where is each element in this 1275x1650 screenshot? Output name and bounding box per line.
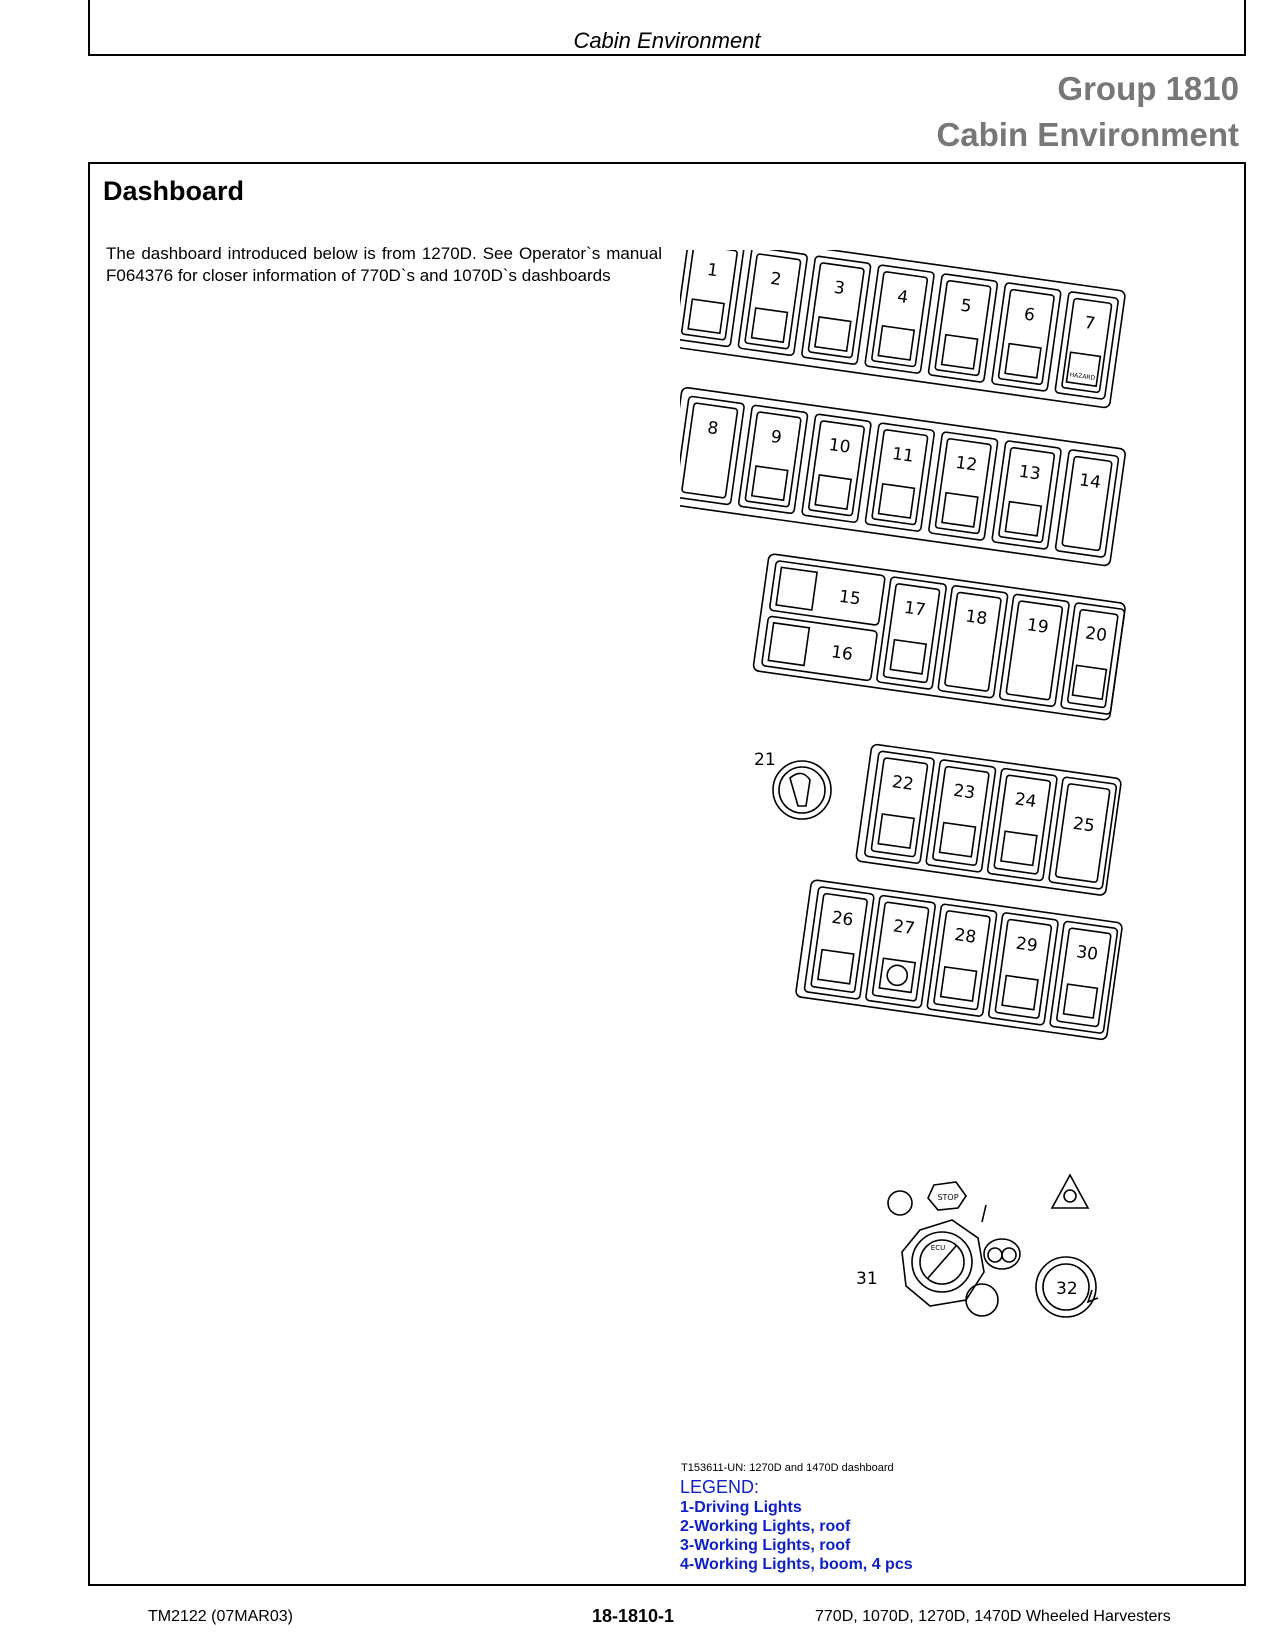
- switch-26: [804, 887, 874, 1000]
- knob-21: [754, 750, 831, 819]
- svg-text:STOP: STOP: [937, 1193, 959, 1202]
- footer-page-number: 18-1810-1: [592, 1606, 675, 1626]
- switch-14: [1055, 449, 1119, 557]
- svg-text:3: 3: [832, 277, 847, 300]
- switch-20: [1061, 603, 1125, 715]
- svg-text:24: 24: [1013, 789, 1038, 813]
- svg-text:31: 31: [856, 1269, 878, 1289]
- switch-17: [876, 577, 946, 690]
- switch-7: [1055, 291, 1119, 399]
- svg-text:7: 7: [1083, 313, 1097, 335]
- switch-30: [1050, 921, 1118, 1033]
- switch-label: 1: [705, 259, 720, 282]
- svg-text:10: 10: [827, 435, 852, 458]
- legend-item: 3-Working Lights, roof: [680, 1537, 851, 1554]
- switch-27: [865, 895, 935, 1008]
- switch-10: [802, 414, 872, 523]
- switch-12: [928, 432, 998, 541]
- switch-4: [865, 265, 935, 374]
- svg-text:9: 9: [769, 426, 783, 449]
- dashboard-figure: [680, 250, 1170, 1350]
- switch-25: [1049, 777, 1117, 889]
- svg-text:19: 19: [1025, 615, 1050, 638]
- intro-paragraph: The dashboard introduced below is from 1270D. See Operator`s manual F064376 for closer information of 770D`s and 1070D`s dashboards: [106, 244, 662, 285]
- svg-text:2: 2: [769, 268, 783, 291]
- svg-text:28: 28: [953, 925, 978, 948]
- group-title: Cabin Environment: [936, 116, 1239, 153]
- switch-15: [769, 561, 885, 626]
- svg-text:4: 4: [895, 286, 910, 309]
- footer-models: 770D, 1070D, 1270D, 1470D Wheeled Harvesters: [815, 1608, 1171, 1625]
- svg-text:6: 6: [1022, 304, 1037, 326]
- svg-text:13: 13: [1017, 461, 1042, 485]
- svg-text:32: 32: [1056, 1279, 1078, 1299]
- switch-19: [999, 594, 1069, 707]
- legend: [680, 1478, 913, 1574]
- svg-text:29: 29: [1014, 933, 1039, 957]
- svg-text:20: 20: [1083, 623, 1109, 647]
- svg-text:14: 14: [1077, 470, 1103, 494]
- switch-6: [992, 283, 1062, 392]
- section-title: Dashboard: [103, 176, 245, 206]
- group-number: Group 1810: [1057, 70, 1239, 107]
- knob-32: [1036, 1175, 1098, 1317]
- switch-24: [987, 768, 1057, 881]
- switch-23: [926, 760, 996, 873]
- switch-3: [801, 256, 871, 365]
- svg-text:16: 16: [829, 642, 855, 666]
- legend-item: 2-Working Lights, roof: [680, 1518, 851, 1535]
- svg-text:17: 17: [902, 597, 927, 621]
- svg-text:25: 25: [1071, 813, 1096, 837]
- svg-text:22: 22: [890, 772, 915, 795]
- svg-text:15: 15: [837, 586, 862, 610]
- switch-28: [927, 904, 997, 1017]
- switch-11: [865, 423, 935, 532]
- footer-doc-id: TM2122 (07MAR03): [148, 1608, 293, 1625]
- svg-text:26: 26: [830, 907, 855, 931]
- legend-item: 4-Working Lights, boom, 4 pcs: [680, 1556, 913, 1573]
- svg-text:8: 8: [706, 418, 720, 440]
- ignition-switch-31: [856, 1182, 1020, 1316]
- switch-13: [992, 441, 1062, 550]
- svg-text:23: 23: [952, 780, 977, 804]
- svg-text:5: 5: [959, 295, 973, 317]
- figure-caption: T153611-UN: 1270D and 1470D dashboard: [681, 1462, 894, 1474]
- dashboard-illustration: [680, 250, 1170, 1350]
- svg-text:27: 27: [891, 916, 917, 940]
- switch-16: [762, 616, 878, 681]
- legend-heading: LEGEND:: [680, 1477, 760, 1497]
- switch-5: [928, 274, 998, 383]
- legend-item: 1-Driving Lights: [680, 1499, 802, 1516]
- hazard-mark: HAZARD: [1069, 371, 1096, 382]
- svg-text:21: 21: [754, 750, 776, 770]
- running-head: Cabin Environment: [573, 28, 761, 53]
- switch-2: [738, 250, 808, 356]
- switch-8: [680, 396, 745, 505]
- switch-22: [864, 751, 934, 864]
- svg-text:11: 11: [890, 443, 916, 467]
- switch-1: [680, 250, 744, 347]
- switch-9: [738, 405, 808, 514]
- svg-text:18: 18: [964, 606, 989, 630]
- svg-text:ECU: ECU: [930, 1244, 946, 1252]
- svg-text:12: 12: [954, 452, 979, 476]
- switch-29: [988, 912, 1058, 1025]
- switch-18: [938, 585, 1008, 698]
- svg-text:30: 30: [1075, 942, 1100, 965]
